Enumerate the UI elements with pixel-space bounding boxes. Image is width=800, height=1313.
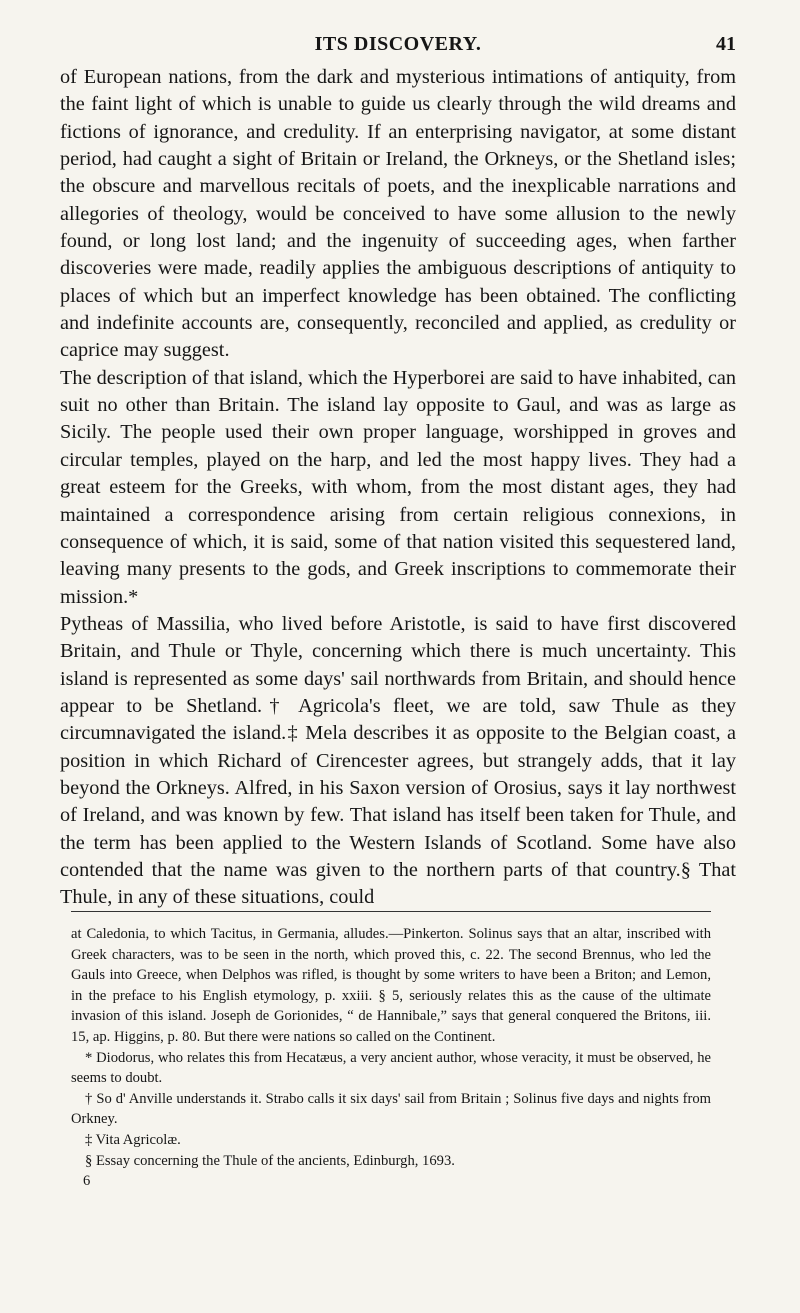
- footnotes: [71, 924, 711, 1192]
- paragraph-2: The description of that island, which the Hyperborei are said to have inhabited, can suit no other than Britain. The island lay opposite to Gaul, and was as large as Sicily. The people used their own proper language, worshipped in groves and circular temples, played on the harp, and led the most happy lives. They had a great esteem for the Greeks, with whom, from the most distant ages, they had maintained a correspondence arising from certain religious connexions, in consequence of which, it is said, some of that nation visited this sequestered land, leaving many presents to the gods, and Greek inscriptions to commemorate their mission.*: [60, 366, 736, 608]
- footnote-divider: [71, 911, 711, 912]
- footnote-continued: at Caledonia, to which Tacitus, in Germania, alludes.—Pinkerton. Solinus says that an altar, inscribed with Greek characters, was to be seen in the north, which proved this, c. 22. The second Brennus, who led the Gauls into Greece, when Delphos was rifled, is thought by some writers to have been a Briton; and Lemon, in the preface to his English etymology, p. xxiii. § 5, seriously relates this as the cause of the ultimate invasion of this island. Joseph de Gorionides, “ de Hannibale,” says that general conquered the Britons, iii. 15, ap. Higgins, p. 80. But there were nations so called on the Continent.: [71, 926, 711, 1045]
- paragraph-3: Pytheas of Massilia, who lived before Aristotle, is said to have first discovered Britain, and Thule or Thyle, concerning which there is much uncertainty. This island is represented as some days' sail northwards from Britain, and should hence appear to be Shetland.† Agricola's fleet, we are told, saw Thule as they circumnavigated the island.‡ Mela describes it as opposite to the Belgian coast, a position in which Richard of Cirencester agrees, but strangely adds, that it lay beyond the Orkneys. Alfred, in his Saxon version of Orosius, says it lay northwest of Ireland, and was known by few. That island has itself been taken for Thule, and the term has been applied to the Western Islands of Scotland. Some have also contended that the name was given to the northern parts of that country.§ That Thule, in any of these situations, could: [60, 612, 736, 909]
- page-header: [60, 33, 736, 63]
- footnote-section: § Essay concerning the Thule of the ancients, Edinburgh, 1693.: [85, 1152, 455, 1169]
- running-title: ITS DISCOVERY.: [314, 33, 482, 55]
- paragraph-1: of European nations, from the dark and mysterious intimations of antiquity, from the faint light of which is unable to guide us clearly through the wild dreams and fictions of ignorance, and credulity. If an enterprising navigator, at some distant period, had caught a sight of Britain or Ireland, the Orkneys, or the Shetland isles; the obscure and marvellous recitals of poets, and the inexplicable narrations and allegories of theology, would be conceived to have some allusion to the newly found, or long lost land; and the ingenuity of succeeding ages, when farther discoveries were made, readily applies the ambiguous descriptions of antiquity to places of which but an imperfect knowledge has been obtained. The conflicting and indefinite accounts are, consequently, reconciled and applied, as credulity or caprice may suggest.: [60, 66, 736, 362]
- page-number: 41: [716, 33, 736, 55]
- footnote-double-dagger: ‡ Vita Agricolæ.: [85, 1131, 181, 1148]
- signature-mark: 6: [83, 1173, 91, 1190]
- main-text: [60, 64, 736, 912]
- footnote-star: * Diodorus, who relates this from Hecatæus, a very ancient author, whose veracity, it must be observed, he seems to doubt.: [71, 1049, 711, 1087]
- footnote-dagger: † So d' Anville understands it. Strabo calls it six days' sail from Britain ; Solinus five days and nights from Orkney.: [71, 1090, 711, 1128]
